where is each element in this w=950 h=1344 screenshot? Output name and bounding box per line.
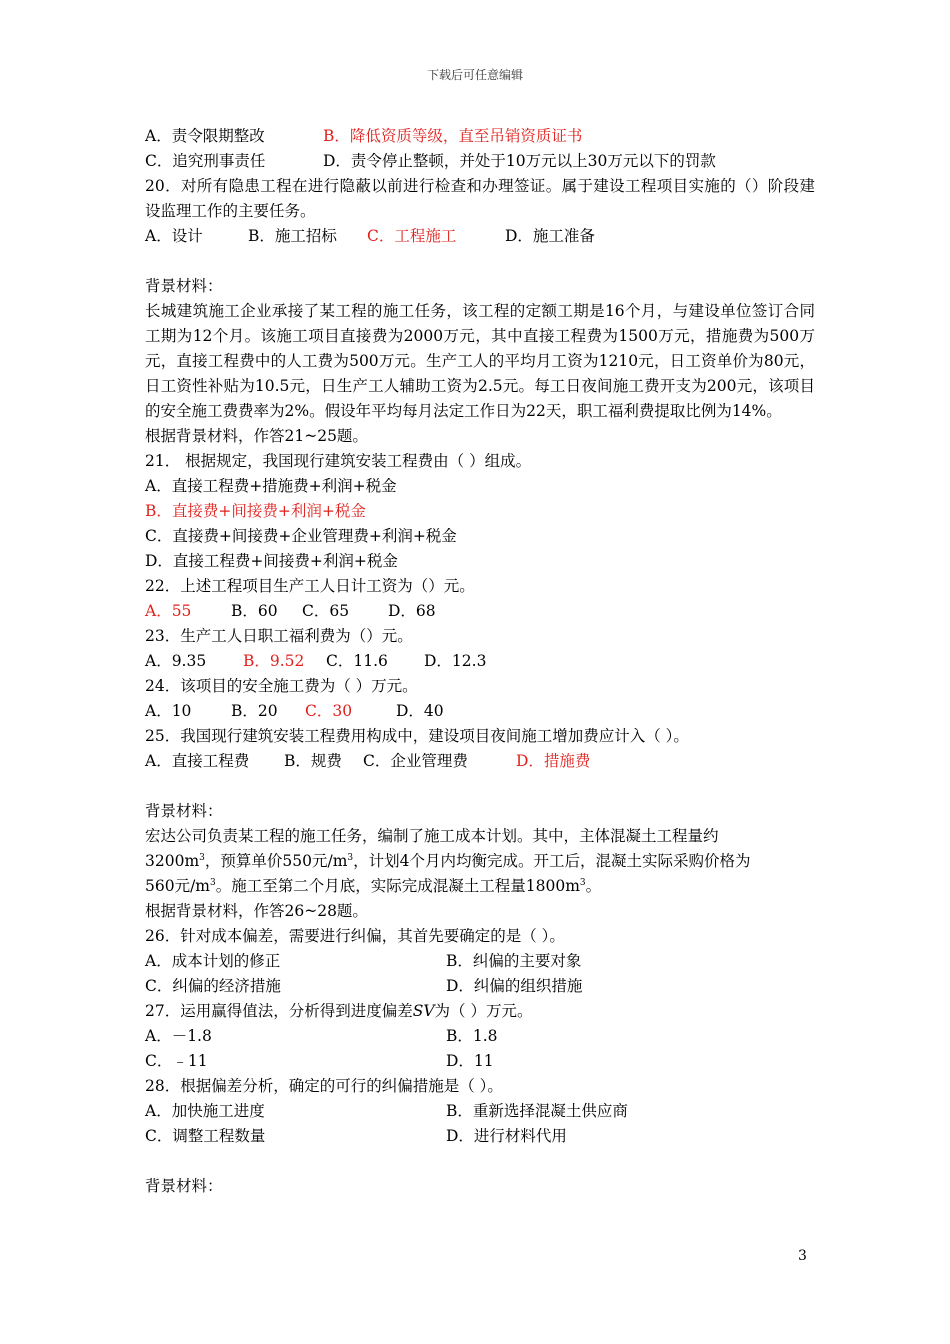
q24-option-a: A．10: [145, 702, 192, 720]
bg1-title: 背景材料：: [145, 277, 223, 295]
q19-option-d: D．责令停止整顿，并处于10万元以上30万元以下的罚款: [323, 152, 716, 170]
q23-option-b-answer: B．9.52: [243, 652, 305, 670]
q25-stem: 25．我国现行建筑安装工程费用构成中，建设项目夜间施工增加费应计入（ ）。: [145, 727, 689, 745]
q23-option-a: A．9.35: [145, 652, 207, 670]
q22-stem: 22．上述工程项目生产工人日计工资为（）元。: [145, 577, 475, 595]
q28-option-d: D．进行材料代用: [446, 1127, 567, 1145]
q28-options-row2: [145, 1124, 815, 1149]
bg2-instruction: 根据背景材料，作答26~28题。: [145, 902, 368, 920]
q28-option-c: C．调整工程数量: [145, 1127, 266, 1145]
q22-option-c: C．65: [302, 602, 350, 620]
document-body: [145, 124, 815, 1199]
q27-options-row1: [145, 1024, 815, 1049]
q27-stem: 27．运用赢得值法，分析得到进度偏差SV为（ ）万元。: [145, 1002, 533, 1020]
q23-option-d: D．12.3: [424, 652, 487, 670]
bg1-text: 长城建筑施工企业承接了某工程的施工任务，该工程的定额工期是16个月，与建设单位签订合同工期为12个月。该施工项目直接费为2000万元，其中直接工程费为1500万元，措施费为500万元，直接工程费中的人工费为500万元。生产工人的平均月工资为1210元，日工资单价为80元，日工资性补贴为10.5元，日生产工人辅助工资为2.5元。每工日夜间施工费开支为200元，该项目的安全施工费费率为2%。假设年平均每月法定工作日为22天，职工福利费提取比例为14%。: [145, 302, 815, 420]
q24-option-b: B．20: [231, 702, 278, 720]
q26-options-row2: [145, 974, 815, 999]
q25-option-a: A．直接工程费: [145, 752, 250, 770]
q22-options: [145, 599, 815, 624]
q28-option-a: A．加快施工进度: [145, 1102, 265, 1120]
q22-option-b: B．60: [231, 602, 278, 620]
q27-option-a: A．－1.8: [145, 1027, 212, 1045]
q20-option-b: B．施工招标: [248, 227, 337, 245]
q26-option-a: A．成本计划的修正: [145, 952, 281, 970]
bg2-title: 背景材料：: [145, 802, 223, 820]
q19-option-b-answer: B．降低资质等级，直至吊销资质证书: [323, 127, 583, 145]
bg3-title: 背景材料：: [145, 1177, 223, 1195]
bg2-line2: $3200m^3$，预算单价550元$/m^3$，计划4个月内均衡完成。开工后，混凝土实际采购价格为: [145, 852, 751, 870]
q25-option-b: B．规费: [284, 752, 342, 770]
q26-option-c: C．纠偏的经济措施: [145, 977, 281, 995]
q21-stem: 21． 根据规定，我国现行建筑安装工程费由（ ）组成。: [145, 452, 532, 470]
q21-option-a: A．直接工程费+措施费+利润+税金: [145, 477, 397, 495]
q27-option-b: B．1.8: [446, 1027, 498, 1045]
q20-options: [145, 224, 815, 249]
q23-options: [145, 649, 815, 674]
q27-option-d: D．11: [446, 1052, 494, 1070]
q21-option-b-answer: B．直接费+间接费+利润+税金: [145, 502, 366, 520]
q20-option-c-answer: C．工程施工: [367, 227, 457, 245]
q20-option-d: D．施工准备: [505, 227, 595, 245]
page-header: 下载后可任意编辑: [426, 68, 523, 82]
q26-options-row1: [145, 949, 815, 974]
q19-option-c: C．追究刑事责任: [145, 152, 266, 170]
q19-options-row1: [145, 124, 815, 149]
q20-stem: 20．对所有隐患工程在进行隐蔽以前进行检查和办理签证。属于建设工程项目实施的（）阶段建设监理工作的主要任务。: [145, 177, 815, 220]
q26-stem: 26．针对成本偏差，需要进行纠偏，其首先要确定的是（ ）。: [145, 927, 565, 945]
bg1-instruction: 根据背景材料，作答21~25题。: [145, 427, 368, 445]
q19-option-a: A．责令限期整改: [145, 127, 265, 145]
q25-option-c: C．企业管理费: [363, 752, 468, 770]
q22-option-d: D．68: [388, 602, 436, 620]
q24-option-c-answer: C．30: [305, 702, 353, 720]
q22-option-a-answer: A．55: [145, 602, 192, 620]
q24-stem: 24．该项目的安全施工费为（ ）万元。: [145, 677, 418, 695]
q25-options: [145, 749, 815, 774]
page-number: 3: [798, 1248, 807, 1264]
q23-stem: 23．生产工人日职工福利费为（）元。: [145, 627, 413, 645]
q21-option-d: D．直接工程费+间接费+利润+税金: [145, 552, 398, 570]
q24-options: [145, 699, 815, 724]
q23-option-c: C．11.6: [326, 652, 388, 670]
q24-option-d: D．40: [396, 702, 444, 720]
q25-option-d-answer: D．措施费: [516, 752, 591, 770]
bg2-line1: 宏达公司负责某工程的施工任务，编制了施工成本计划。其中，主体混凝土工程量约: [145, 827, 719, 845]
bg2-line3: 560元$/m^3$。施工至第二个月底，实际完成混凝土工程量$1800m^3$。: [145, 877, 602, 895]
q21-option-c: C．直接费+间接费+企业管理费+利润+税金: [145, 527, 457, 545]
q27-option-c: C．﹣11: [145, 1052, 208, 1070]
q28-option-b: B．重新选择混凝土供应商: [446, 1102, 628, 1120]
q28-stem: 28．根据偏差分析，确定的可行的纠偏措施是（ ）。: [145, 1077, 503, 1095]
q28-options-row1: [145, 1099, 815, 1124]
q19-options-row2: [145, 149, 815, 174]
q26-option-b: B．纠偏的主要对象: [446, 952, 582, 970]
q27-options-row2: [145, 1049, 815, 1074]
q20-option-a: A．设计: [145, 227, 203, 245]
q26-option-d: D．纠偏的组织措施: [446, 977, 583, 995]
